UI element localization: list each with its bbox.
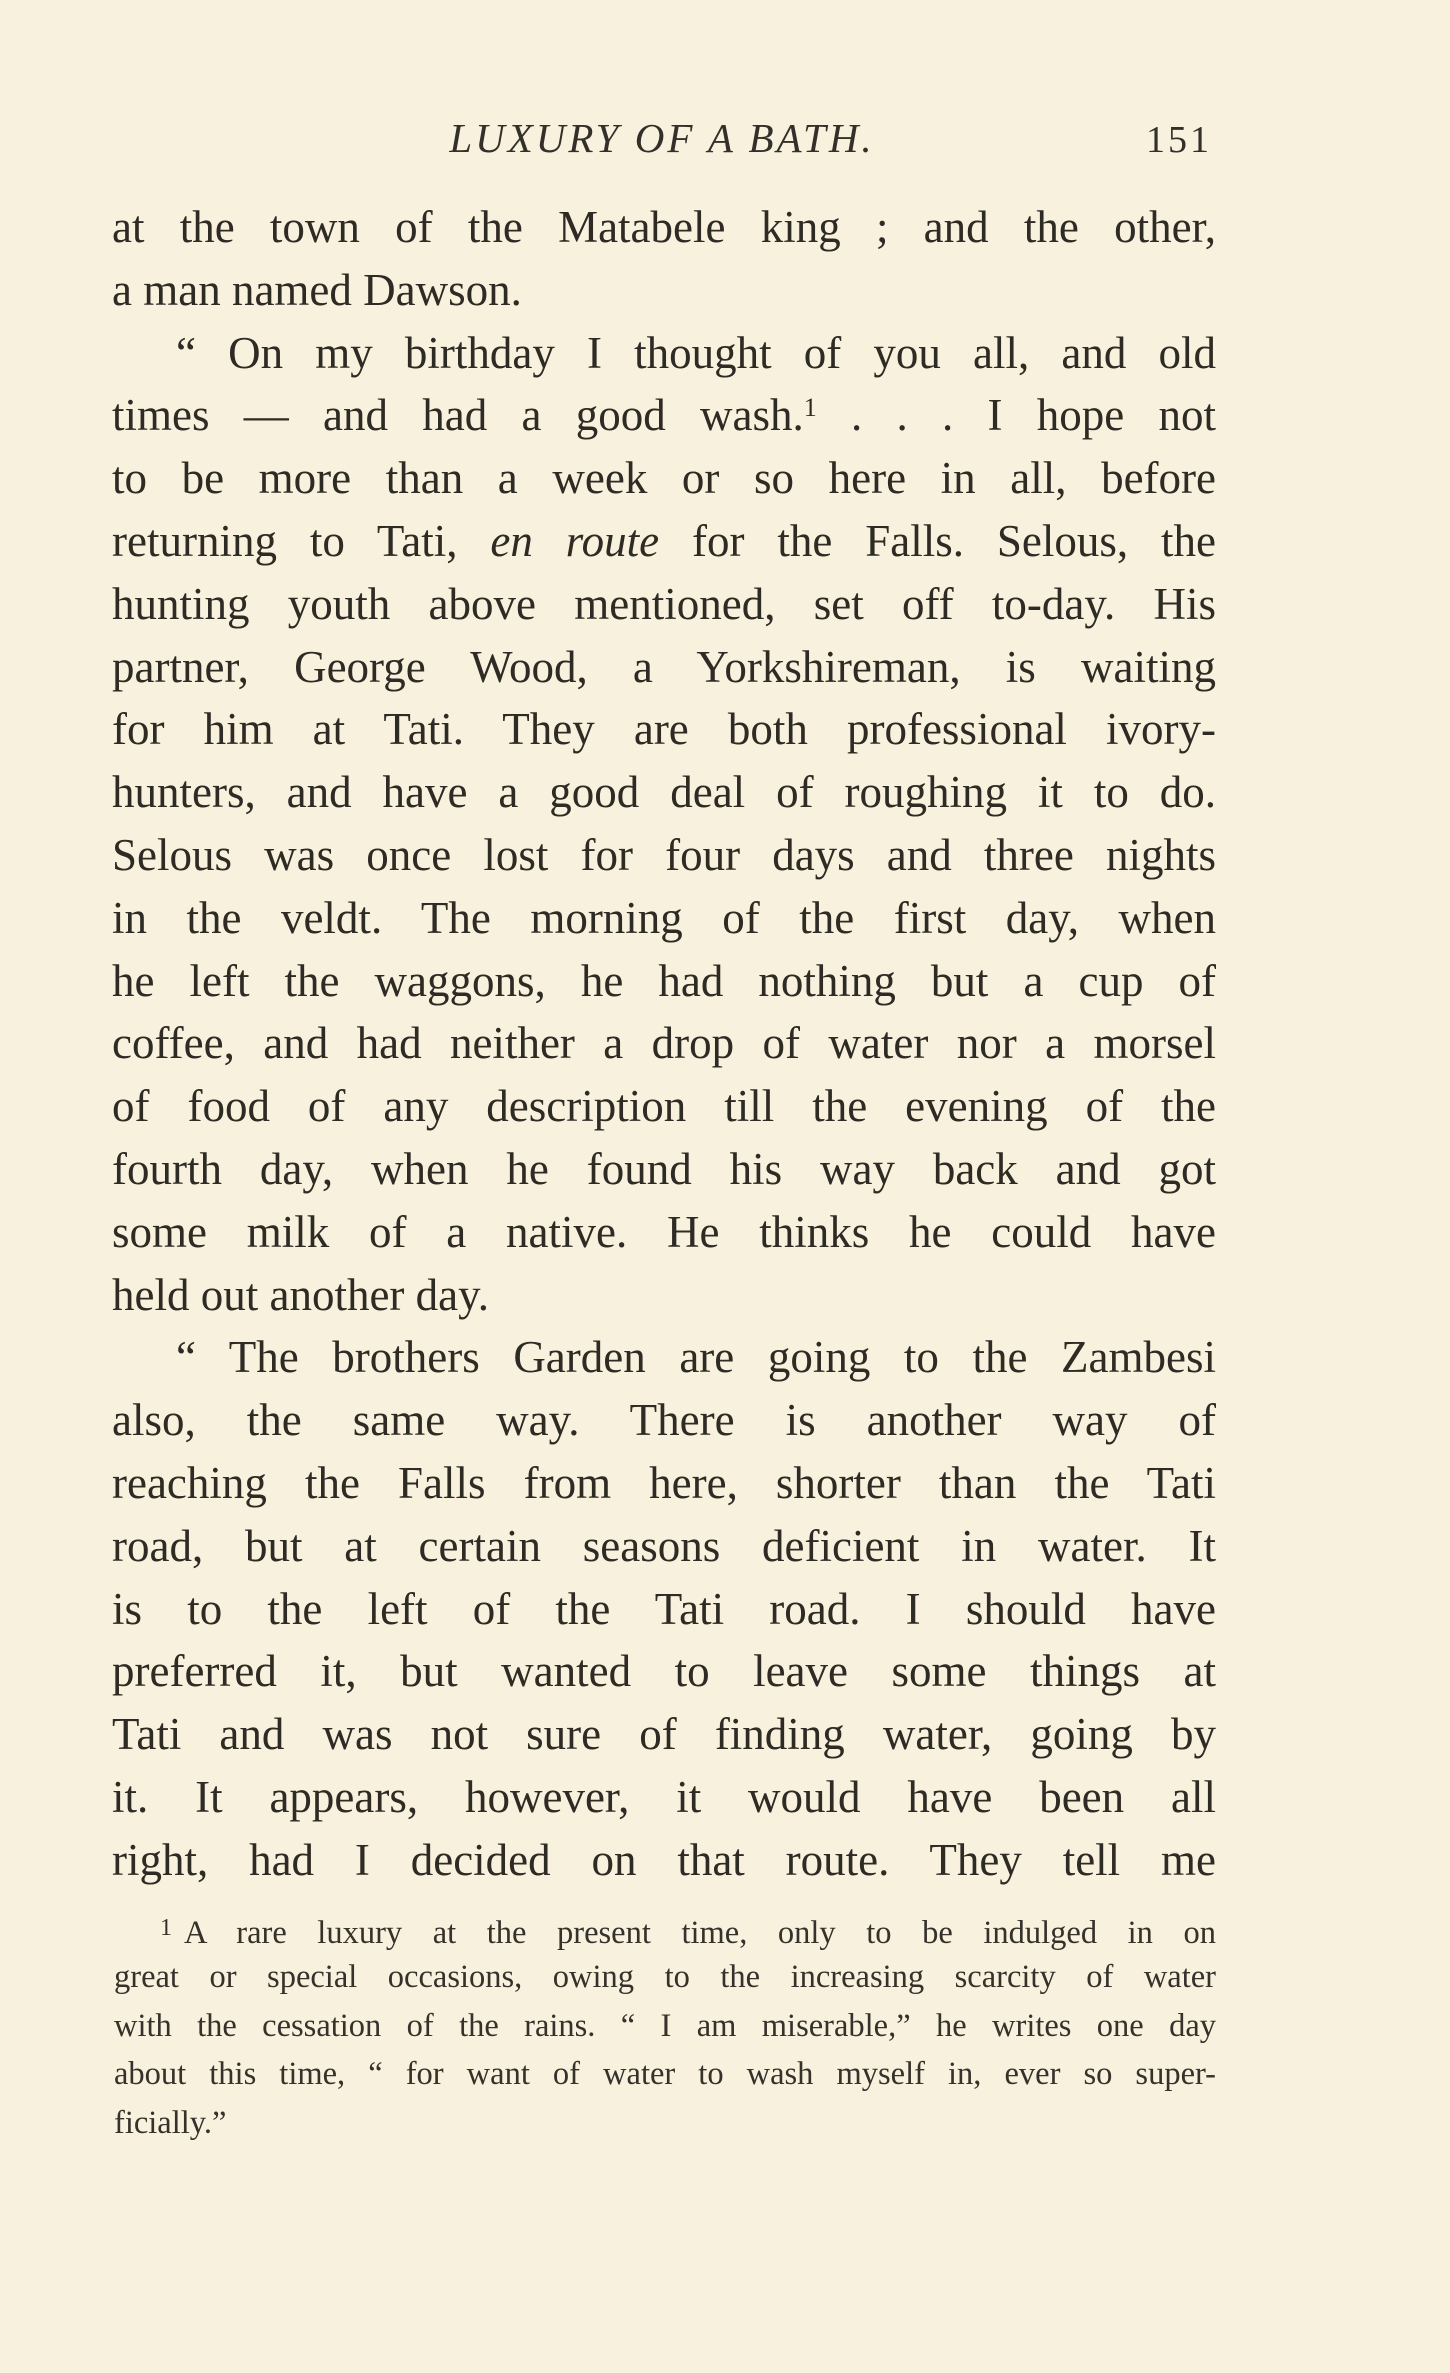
running-head xyxy=(112,114,1212,174)
text-line: Selous was once lost for four days and three nights xyxy=(112,829,1216,880)
text-line: to be more than a week or so here in all, before xyxy=(112,453,1216,504)
text-line: “ The brothers Garden are going to the Zambesi xyxy=(176,1332,1216,1383)
text-line: reaching the Falls from here, shorter than the Tati xyxy=(112,1457,1216,1508)
text-line: he left the waggons, he had nothing but a cup of xyxy=(112,955,1216,1006)
text-line: right, had I decided on that route. They tell me xyxy=(112,1834,1216,1885)
footnote-line: with the cessation of the rains. “ I am miserable,” he writes one day xyxy=(114,2007,1216,2044)
text-line: a man named Dawson. xyxy=(112,264,522,315)
running-head-title: LUXURY OF A BATH. xyxy=(449,115,875,161)
text-line: partner, George Wood, a Yorkshireman, is waiting xyxy=(112,641,1216,692)
text-line: also, the same way. There is another way of xyxy=(112,1395,1216,1446)
text-line: “ On my birthday I thought of you all, and old xyxy=(176,327,1216,378)
text-line: coffee, and had neither a drop of water nor a morsel xyxy=(112,1018,1216,1069)
text-line: of food of any description till the evening of the xyxy=(112,1081,1216,1132)
text-fragment: times — and had a good wash. xyxy=(112,390,804,441)
text-line: Tati and was not sure of finding water, going by xyxy=(112,1709,1216,1760)
text-line xyxy=(112,384,1216,447)
text-line: some milk of a native. He thinks he could have xyxy=(112,1206,1216,1257)
text-line: is to the left of the Tati road. I should have xyxy=(112,1583,1216,1634)
text-line: hunting youth above mentioned, set off to-day. His xyxy=(112,578,1216,629)
text-fragment: returning to Tati, xyxy=(112,515,458,566)
footnote-reference: 1 xyxy=(803,393,817,423)
page-number: 151 xyxy=(1146,119,1212,161)
footnote-text: A rare luxury at the present time, only to be indulged in on xyxy=(184,1915,1216,1951)
text-line: for him at Tati. They are both professional ivory- xyxy=(112,704,1216,755)
footnote xyxy=(114,1904,1216,2148)
text-line: fourth day, when he found his way back and got xyxy=(112,1143,1216,1194)
text-fragment: for the Falls. Selous, the xyxy=(691,515,1216,566)
text-line: it. It appears, however, it would have been all xyxy=(112,1771,1216,1822)
italic-phrase: en route xyxy=(490,515,660,566)
text-line: at the town of the Matabele king ; and the other, xyxy=(112,202,1216,252)
text-line: preferred it, but wanted to leave some things at xyxy=(112,1646,1216,1697)
text-fragment: . . . I hope not xyxy=(816,390,1216,441)
footnote-marker: 1 xyxy=(160,1915,172,1941)
footnote-line: about this time, “ for want of water to wash myself in, ever so super- xyxy=(114,2056,1216,2093)
footnote-line xyxy=(114,1904,1216,1953)
body-text xyxy=(112,196,1216,1892)
footnote-line: great or special occasions, owing to the increasing scarcity of water xyxy=(114,1958,1216,1995)
text-line: hunters, and have a good deal of roughing it to do. xyxy=(112,767,1216,818)
text-line: road, but at certain seasons deficient in water. It xyxy=(112,1520,1216,1571)
text-line xyxy=(112,510,1216,573)
text-line: in the veldt. The morning of the first day, when xyxy=(112,892,1216,943)
footnote-line: ficially.” xyxy=(114,2105,227,2142)
text-line: held out another day. xyxy=(112,1269,489,1320)
